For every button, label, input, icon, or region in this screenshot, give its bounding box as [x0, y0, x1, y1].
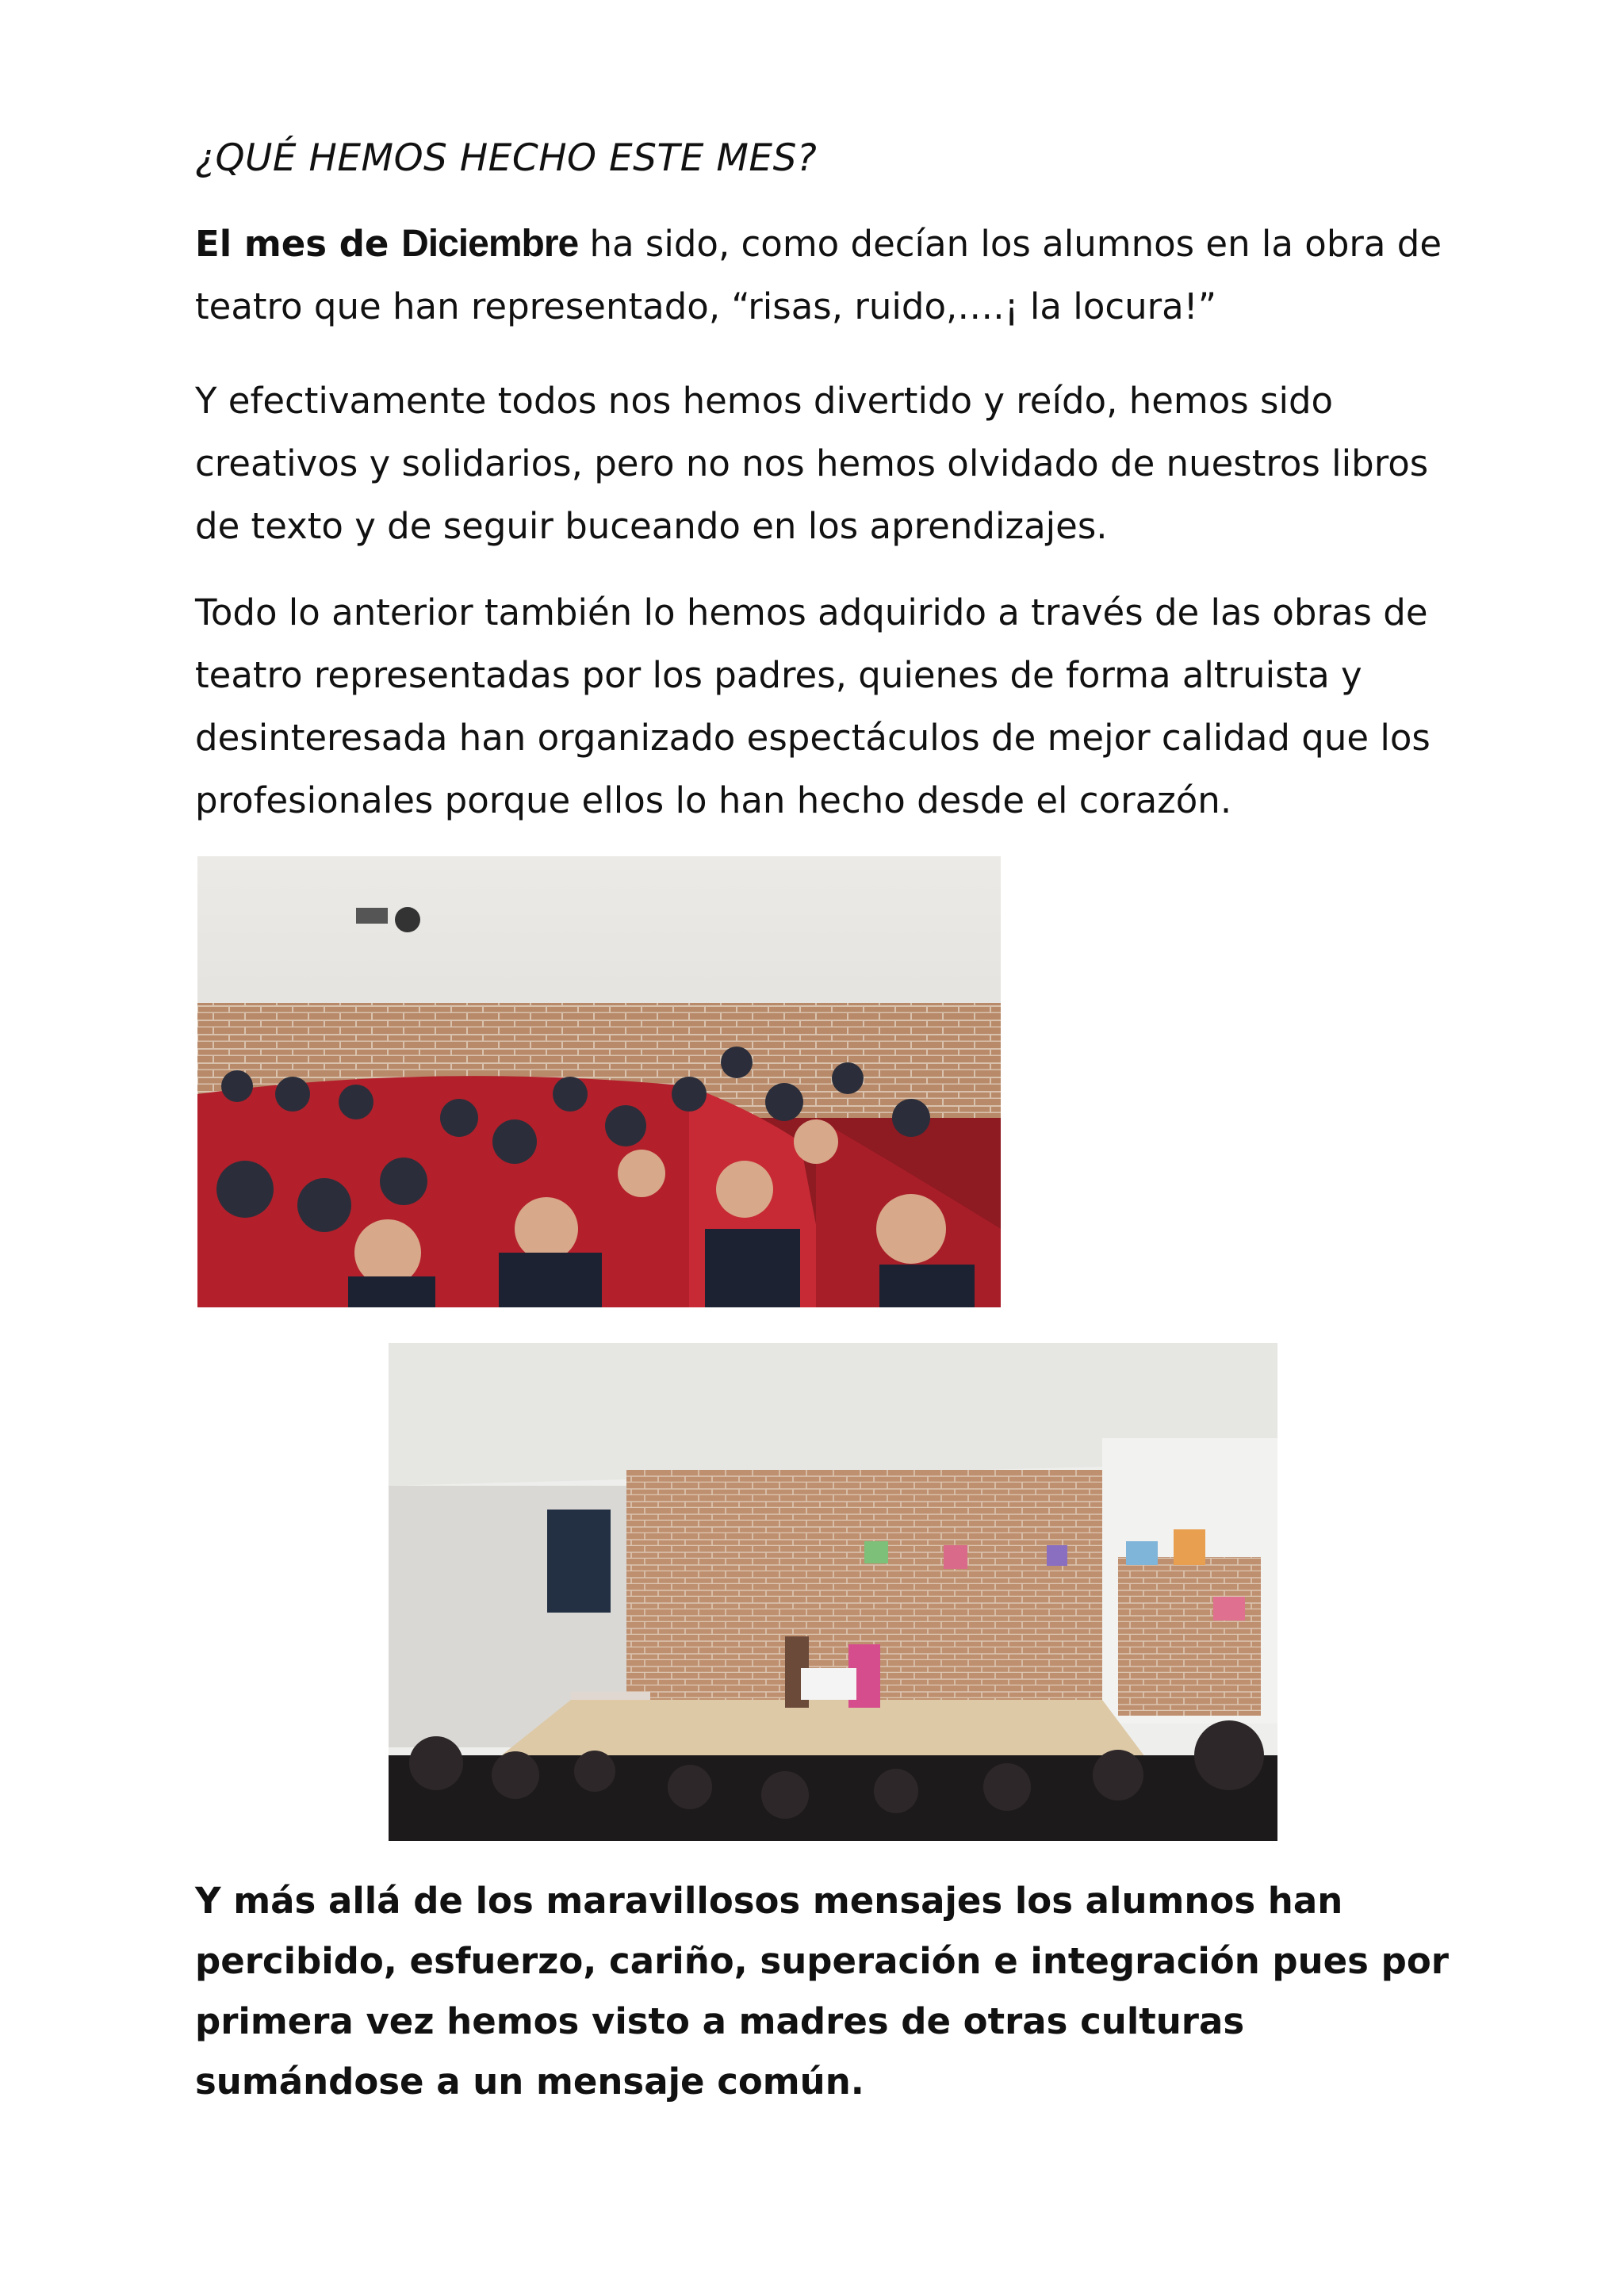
photo-stage	[389, 1343, 1277, 1841]
page-title: ¿QUÉ HEMOS HECHO ESTE MES?	[195, 136, 818, 180]
photo-stage-icon	[389, 1343, 1277, 1841]
paragraph-intro	[195, 212, 1480, 338]
intro-lead: El mes de	[195, 223, 402, 265]
intro-rest: ha sido, como decían los alumnos en la obra de teatro que han representado, “risas, ruido,….¡ la locura!”	[195, 223, 1442, 327]
paragraph-theatre: Todo lo anterior también lo hemos adquirido a través de las obras de teatro representadas por los padres, quienes de forma altruista y desinteresada han organizado espectáculos de mejor calidad que los profesionales porque ellos lo han hecho desde el corazón.	[195, 591, 1431, 821]
month-name: Diciembre	[401, 223, 579, 265]
paragraph-fun: Y efectivamente todos nos hemos divertido y reído, hemos sido creativos y solidarios, pero no nos hemos olvidado de nuestros libros de texto y de seguir buceando en los aprendizajes.	[195, 380, 1429, 547]
photo-audience-icon	[197, 856, 1001, 1307]
paragraph-closing: Y más allá de los maravillosos mensajes los alumnos han percibido, esfuerzo, cariño, superación e integración pues por primera vez hemos visto a madres de otras culturas sumándose a un mensaje común.	[195, 1880, 1449, 2103]
photo-audience	[197, 856, 1001, 1307]
